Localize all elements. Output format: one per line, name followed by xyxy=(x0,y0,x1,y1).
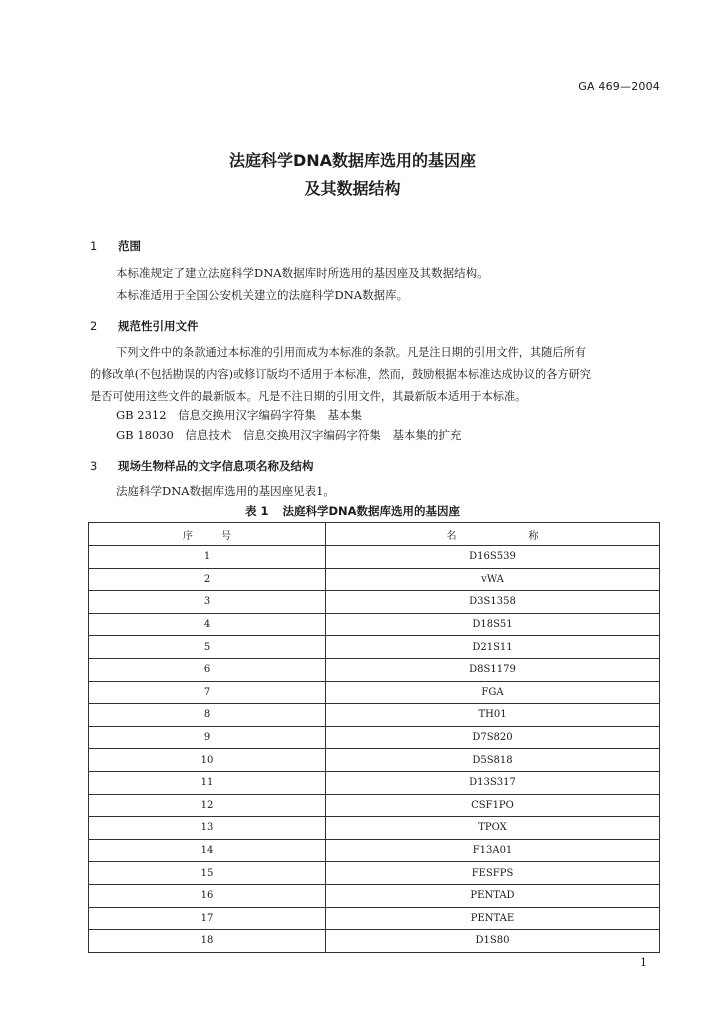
row-index-cell: 1 xyxy=(89,546,326,569)
locus-name-cell: vWA xyxy=(326,568,660,591)
table-row xyxy=(89,884,660,907)
row-index-cell: 4 xyxy=(89,613,326,636)
locus-name-cell: TPOX xyxy=(326,817,660,840)
row-index-cell: 10 xyxy=(89,749,326,772)
locus-name-cell: F13A01 xyxy=(326,839,660,862)
section-number: 1 xyxy=(90,239,98,253)
locus-name-cell: FESFPS xyxy=(326,862,660,885)
locus-name-cell: CSF1PO xyxy=(326,794,660,817)
paragraph: 下列文件中的条款通过本标准的引用而成为本标准的条款。凡是注日期的引用文件，其随后所有 xyxy=(116,346,586,359)
section-number: 3 xyxy=(90,459,98,473)
document-title-line1: 法庭科学DNA数据库选用的基因座 xyxy=(228,151,477,170)
section-title: 现场生物样品的文字信息项名称及结构 xyxy=(118,459,314,473)
paragraph: 法庭科学DNA数据库选用的基因座见表1。 xyxy=(116,484,335,498)
row-index-cell: 16 xyxy=(89,884,326,907)
paragraph: 本标准适用于全国公安机关建立的法庭科学DNA数据库。 xyxy=(116,288,409,302)
table-row xyxy=(89,704,660,727)
section-3-heading xyxy=(90,458,314,474)
row-index-cell: 3 xyxy=(89,591,326,614)
table-row xyxy=(89,681,660,704)
table-row xyxy=(89,613,660,636)
table-row xyxy=(89,817,660,840)
paragraph: 的修改单(不包括勘误的内容)或修订版均不适用于本标准，然而，鼓励根据本标准达成协议的各方研究 xyxy=(90,368,591,381)
section-title: 规范性引用文件 xyxy=(118,319,199,333)
standard-code: GA 469—2004 xyxy=(578,80,660,93)
column-header-index: 序号 xyxy=(89,523,326,546)
table-caption xyxy=(0,503,705,519)
row-index-cell: 11 xyxy=(89,771,326,794)
table-row xyxy=(89,862,660,885)
table-caption-label: 表 1 xyxy=(244,504,269,518)
row-index-cell: 12 xyxy=(89,794,326,817)
table-row xyxy=(89,749,660,772)
locus-name-cell: D1S80 xyxy=(326,930,660,953)
column-header-name: 名称 xyxy=(326,523,660,546)
locus-name-cell: D18S51 xyxy=(326,613,660,636)
row-index-cell: 9 xyxy=(89,726,326,749)
paragraph: 本标准规定了建立法庭科学DNA数据库时所选用的基因座及其数据结构。 xyxy=(116,266,489,280)
row-index-cell: 18 xyxy=(89,930,326,953)
locus-name-cell: D21S11 xyxy=(326,636,660,659)
table-row xyxy=(89,930,660,953)
locus-name-cell: D8S1179 xyxy=(326,658,660,681)
locus-name-cell: PENTAD xyxy=(326,884,660,907)
page-number: 1 xyxy=(640,956,647,969)
table-row xyxy=(89,546,660,569)
table-row xyxy=(89,658,660,681)
row-index-cell: 8 xyxy=(89,704,326,727)
locus-name-cell: D5S818 xyxy=(326,749,660,772)
table-header-row xyxy=(89,523,660,546)
table-row xyxy=(89,794,660,817)
row-index-cell: 6 xyxy=(89,658,326,681)
row-index-cell: 17 xyxy=(89,907,326,930)
table-row xyxy=(89,568,660,591)
section-2-heading xyxy=(90,318,199,334)
table-row xyxy=(89,839,660,862)
row-index-cell: 15 xyxy=(89,862,326,885)
locus-name-cell: FGA xyxy=(326,681,660,704)
table-row xyxy=(89,726,660,749)
locus-name-cell: PENTAE xyxy=(326,907,660,930)
reference-gb2312: GB 2312 信息交换用汉字编码字符集 基本集 xyxy=(116,408,363,422)
locus-name-cell: TH01 xyxy=(326,704,660,727)
row-index-cell: 13 xyxy=(89,817,326,840)
locus-name-cell: D16S539 xyxy=(326,546,660,569)
row-index-cell: 2 xyxy=(89,568,326,591)
section-number: 2 xyxy=(90,319,98,333)
loci-table xyxy=(88,522,660,953)
reference-gb18030: GB 18030 信息技术 信息交换用汉字编码字符集 基本集的扩充 xyxy=(116,428,462,442)
table-row xyxy=(89,636,660,659)
table-row xyxy=(89,771,660,794)
locus-name-cell: D7S820 xyxy=(326,726,660,749)
table-caption-text: 法庭科学DNA数据库选用的基因座 xyxy=(282,504,461,518)
table-row xyxy=(89,907,660,930)
document-title-line2: 及其数据结构 xyxy=(304,179,401,198)
section-title: 范围 xyxy=(118,239,141,253)
row-index-cell: 7 xyxy=(89,681,326,704)
locus-name-cell: D3S1358 xyxy=(326,591,660,614)
locus-name-cell: D13S317 xyxy=(326,771,660,794)
paragraph: 是否可使用这些文件的最新版本。凡是不注日期的引用文件，其最新版本适用于本标准。 xyxy=(90,390,527,403)
row-index-cell: 14 xyxy=(89,839,326,862)
section-1-heading xyxy=(90,238,141,254)
row-index-cell: 5 xyxy=(89,636,326,659)
table-row xyxy=(89,591,660,614)
